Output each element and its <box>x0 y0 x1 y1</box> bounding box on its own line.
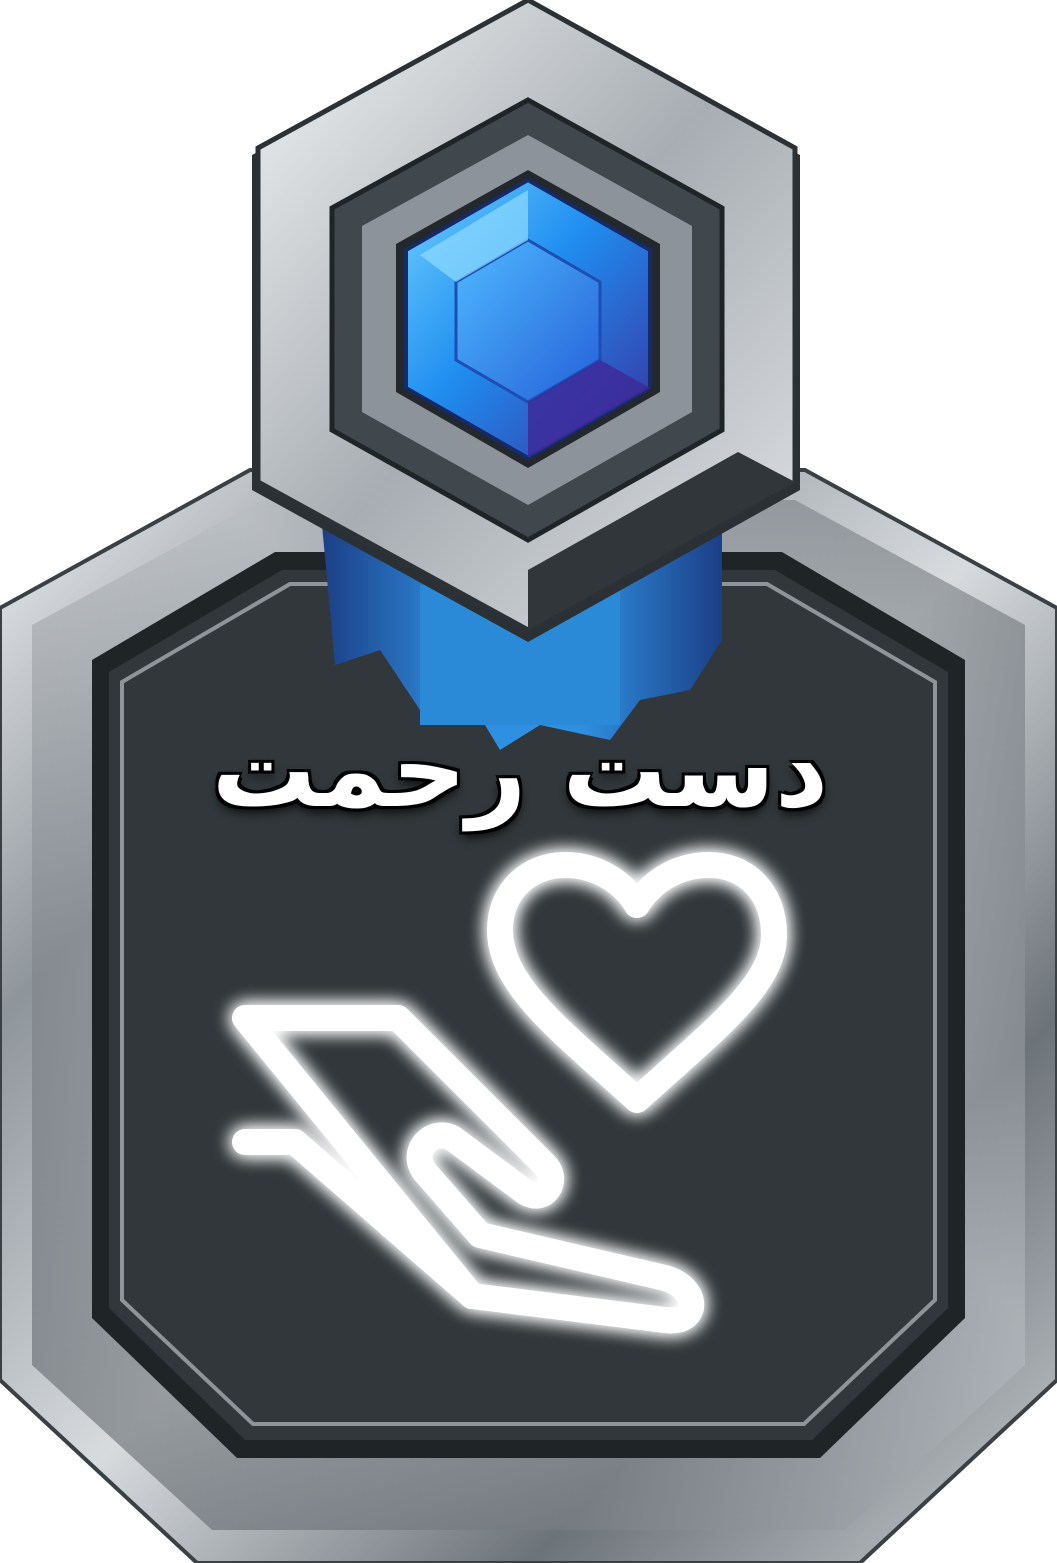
badge-title: دست رحمت <box>211 709 829 831</box>
